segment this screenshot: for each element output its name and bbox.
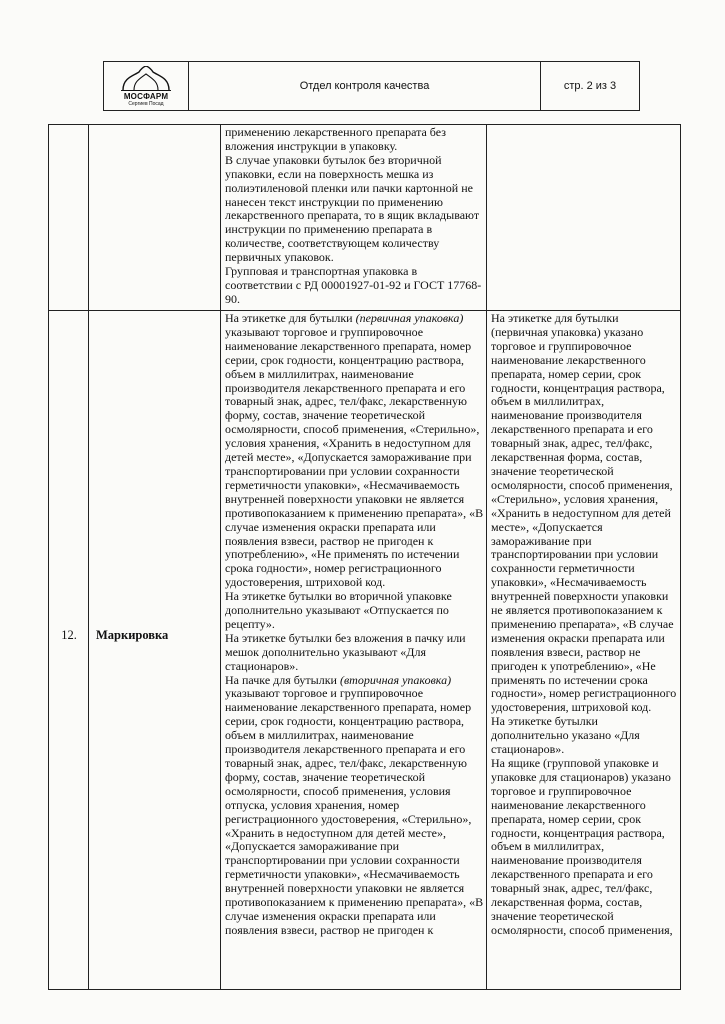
table-border-left — [48, 124, 49, 990]
column-divider-1 — [88, 124, 89, 990]
row-divider — [48, 310, 681, 311]
page-number: стр. 2 из 3 — [563, 80, 617, 92]
table-border-top — [48, 124, 681, 125]
table-border-right — [680, 124, 681, 990]
paragraph — [225, 312, 484, 590]
paragraph: Групповая и транспортная упаковка в соответствии с РД 00001927-01-92 и ГОСТ 17768-90. — [225, 264, 482, 306]
logo-dome-icon — [117, 66, 175, 92]
result-text — [491, 312, 678, 988]
paragraph: На ящике (групповой упаковке и упаковке для стационаров) указано торговое и группировочное наименование лекарственного препарата, номер серии, срок годности, концентрация раствора, объем в миллилитрах, наименование производителя лекарственного препарата и его товарный знак, адрес, тел/факс, лекарственная форма, состав, значение теоретической осмолярности, способ применения, — [491, 756, 673, 937]
paragraph: применению лекарственного препарата без вложения инструкции в упаковку. — [225, 126, 446, 153]
paragraph: На этикетке бутылки во вторичной упаковке дополнительно указывают «Отпускается по рецепту». — [225, 589, 452, 631]
document-header — [103, 61, 640, 111]
row-section-name: Маркировка — [96, 628, 169, 642]
text-span: указывают торговое и группировочное наименование лекарственного препарата, номер серии, срок годности, концентрацию раствора, объем в миллилитрах, наименование производителя лекарственного препарата и его товарный знак, адрес, тел/факс, лекарственную форму, состав, значение теоретической осмолярности, способ применения, условия отпуска, условия хранения, номер регистрационного удостоверения, «Стерильно», «Хранить в недоступном для детей месте», «Допускается замораживание при транспортировании при условии сохранности герметичности упаковки», «Несмачиваемость внутренней поверхности упаковки не является противопоказанием к применению препарата», «В случае изменения окраски препарата или появления взвеси, раствор не пригоден к — [225, 686, 484, 937]
table-border-bottom — [48, 989, 681, 990]
continued-row-text — [225, 126, 483, 310]
logo-subtitle: Сергиев Посад — [128, 100, 164, 107]
specification-table — [48, 124, 681, 990]
text-span: указывают торговое и группировочное наименование лекарственного препарата, номер серии, срок годности, концентрацию раствора, объем в миллилитрах, наименование производителя лекарственного препарата и его товарный знак, адрес, тел/факс, лекарственную форму, состав, значение теоретической осмолярности, способ применения, «Стерильно», условия хранения, «Хранить в недоступном для детей месте», «Допускается замораживание при транспортировании при условии сохранности герметичности упаковки», «Несмачиваемость внутренней поверхности упаковки не является противопоказанием к применению препарата», «В случае изменения окраски препарата или появления взвеси, раствор не пригоден к употреблению», «Не применять по истечении срока годности», номер регистрационного удостоверения, штриховой код. — [225, 324, 484, 590]
italic-text: (первичная упаковка) — [355, 312, 464, 325]
column-divider-3 — [486, 124, 487, 990]
paragraph — [225, 674, 484, 938]
column-divider-2 — [220, 124, 221, 990]
requirement-text — [225, 312, 484, 988]
paragraph: В случае упаковки бутылок без вторичной упаковки, если на поверхность мешка из полиэтиленовой пленки или пачки картонной не нанесен текст инструкции по применению лекарственного препарата, то в ящик вкладывают инструкции по применению препарата в количестве, соответствующем количеству первичных упаковок. — [225, 152, 480, 265]
paragraph: На этикетке бутылки дополнительно указано «Для стационаров». — [491, 714, 640, 757]
text-span: На пачке для бутылки — [225, 672, 340, 687]
paragraph: На этикетке бутылки без вложения в пачку или мешок дополнительно указывают «Для стационаров». — [225, 630, 466, 673]
italic-text: (вторичная упаковка) — [339, 672, 452, 687]
company-logo — [104, 62, 189, 110]
department-title: Отдел контроля качества — [189, 62, 541, 110]
text-span: На этикетке для бутылки — [225, 312, 356, 325]
paragraph: На этикетке для бутылки (первичная упаковка) указано торговое и группировочное наименование лекарственного препарата, номер серии, срок годности, концентрация раствора, объем в миллилитрах, наименование производителя лекарственного препарата и его товарный знак, адрес, тел/факс, лекарственная форма, состав, значение теоретической осмолярности, способ применения, «Стерильно», условия хранения, «Хранить в недоступном для детей месте», «Допускается замораживание при транспортировании при условии сохранности герметичности упаковки», «Несмачиваемость внутренней поверхности упаковки не является противопоказанием к применению препарата», «В случае изменения окраски препарата или появления взвеси, раствор не пригоден к употреблению», «Не применять по истечении срока годности», номер регистрационного удостоверения, штриховой код. — [491, 312, 677, 715]
logo-name: МОСФАРМ — [123, 91, 169, 101]
row-number: 12. — [61, 628, 77, 642]
